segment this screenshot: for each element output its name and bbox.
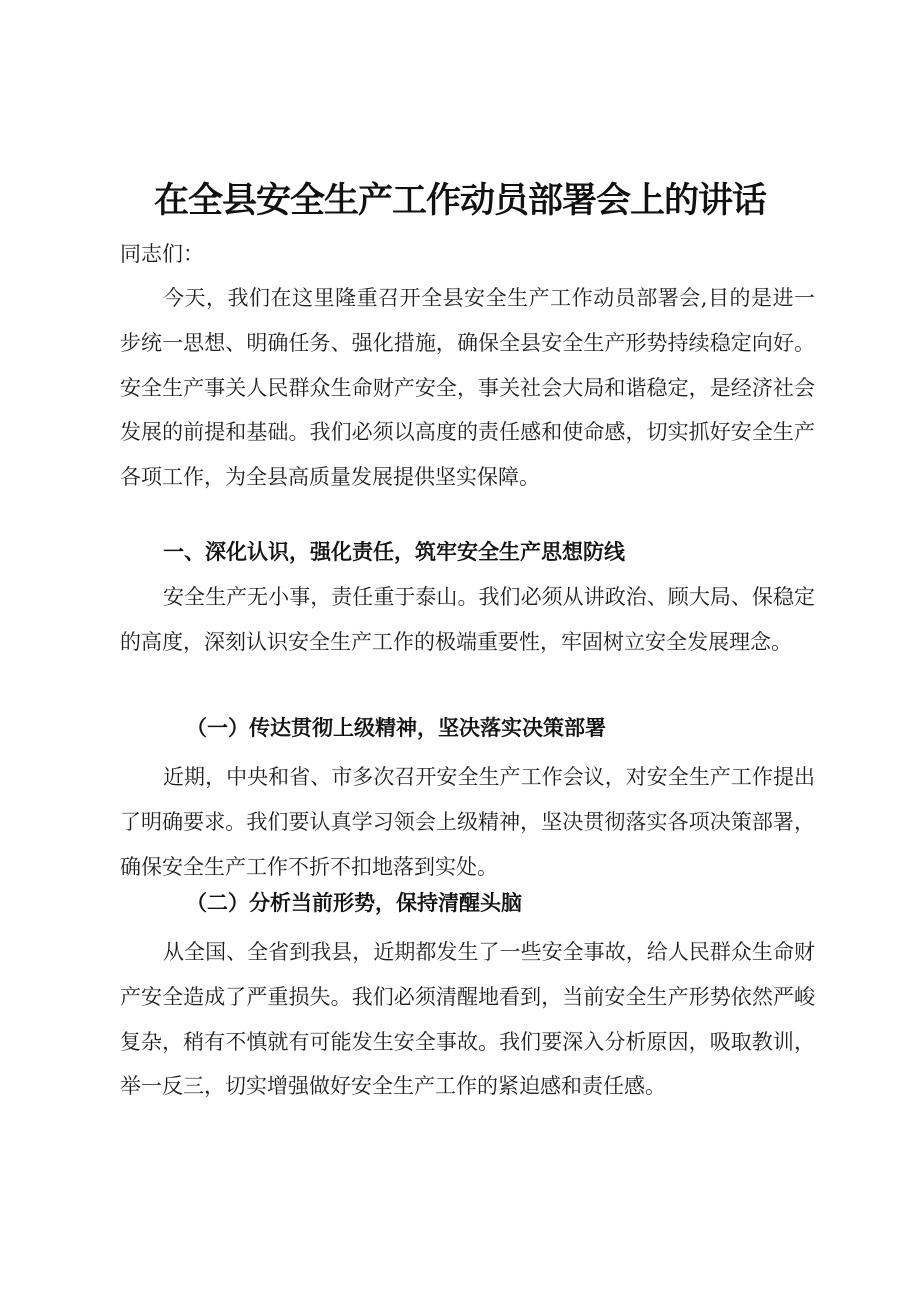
subsection-heading-2: （二）分析当前形势，保持清醒头脑 [186,890,522,915]
subsection-2-paragraph: 从全国、全省到我县，近期都发生了一些安全事故，给人民群众生命财产安全造成了严重损失。我们必须清醒地看到，当前安全生产形势依然严峻复杂，稍有不慎就有可能发生安全事故。我们要深入分析原因，吸取教训，举一反三，切实增强做好安全生产工作的紧迫感和责任感。 [120,940,815,1099]
intro-paragraph: 今天，我们在这里隆重召开全县安全生产工作动员部署会,目的是进一步统一思想、明确任务、强化措施，确保全县安全生产形势持续稳定向好。安全生产事关人民群众生命财产安全，事关社会大局和谐稳定，是经济社会发展的前提和基础。我们必须以高度的责任感和使命感，切实抓好安全生产各项工作，为全县高质量发展提供坚实保障。 [120,286,815,490]
document-title: 在全县安全生产工作动员部署会上的讲话 [153,181,766,221]
subsection-heading-1: （一）传达贯彻上级精神，坚决落实决策部署 [186,715,606,740]
salutation: 同志们： [120,242,204,266]
section-heading-1: 一、深化认识，强化责任，筑牢安全生产思想防线 [163,540,625,564]
section-1-paragraph: 安全生产无小事，责任重于泰山。我们必须从讲政治、顾大局、保稳定的高度，深刻认识安全生产工作的极端重要性，牢固树立安全发展理念。 [120,585,815,654]
subsection-1-paragraph: 近期，中央和省、市多次召开安全生产工作会议，对安全生产工作提出了明确要求。我们要认真学习领会上级精神，坚决贯彻落实各项决策部署，确保安全生产工作不折不扣地落到实处。 [120,765,815,879]
